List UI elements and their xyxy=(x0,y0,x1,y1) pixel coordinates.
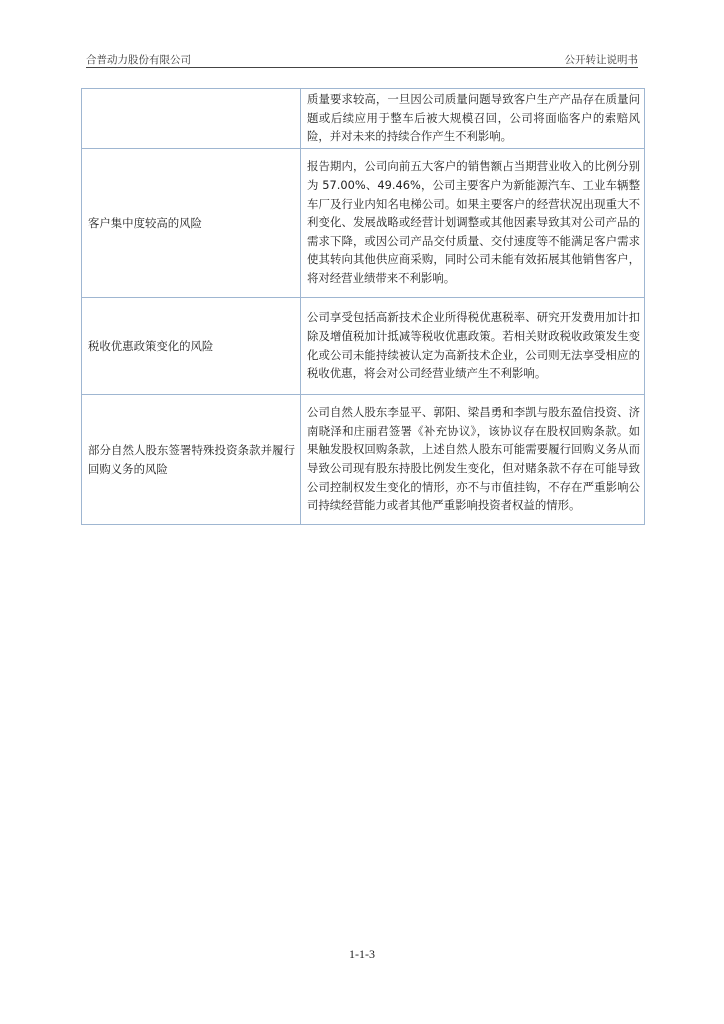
table-row xyxy=(82,149,645,298)
header-divider xyxy=(86,67,638,68)
page-number: 1-1-3 xyxy=(349,947,375,961)
table-row xyxy=(82,298,645,395)
risk-name-cell: 税收优惠政策变化的风险 xyxy=(82,298,301,395)
risk-name-cell: 部分自然人股东签署特殊投资条款并履行回购义务的风险 xyxy=(82,395,301,525)
table-row xyxy=(82,395,645,525)
table-row xyxy=(82,89,645,149)
document-title: 公开转让说明书 xyxy=(564,54,638,66)
company-name: 合普动力股份有限公司 xyxy=(86,54,191,66)
risk-name-cell: 客户集中度较高的风险 xyxy=(82,149,301,298)
risk-name-cell xyxy=(82,89,301,149)
risk-description-cell: 质量要求较高，一旦因公司质量问题导致客户生产产品存在质量问题或后续应用于整车后被大规模召回，公司将面临客户的索赔风险，并对未来的持续合作产生不利影响。 xyxy=(301,89,645,149)
page-header xyxy=(86,50,638,66)
risk-description-cell: 公司自然人股东李显平、郭阳、梁昌勇和李凯与股东盈信投资、济南晓泽和庄丽君签署《补充协议》，该协议存在股权回购条款。如果触发股权回购条款，上述自然人股东可能需要履行回购义务从而导致公司现有股东持股比例发生变化，但对赌条款不存在可能导致公司控制权发生变化的情形，亦不与市值挂钩，不存在严重影响公司持续经营能力或者其他严重影响投资者权益的情形。 xyxy=(301,395,645,525)
risk-table xyxy=(81,88,645,525)
risk-description-cell: 公司享受包括高新技术企业所得税优惠税率、研究开发费用加计扣除及增值税加计抵减等税收优惠政策。若相关财政税收政策发生变化或公司未能持续被认定为高新技术企业，公司则无法享受相应的税收优惠，将会对公司经营业绩产生不利影响。 xyxy=(301,298,645,395)
risk-description-cell: 报告期内，公司向前五大客户的销售额占当期营业收入的比例分别为 57.00%、49.46%，公司主要客户为新能源汽车、工业车辆整车厂及行业内知名电梯公司。如果主要客户的经营状况出现重大不利变化、发展战略或经营计划调整或其他因素导致其对公司产品的需求下降，或因公司产品交付质量、交付速度等不能满足客户需求使其转向其他供应商采购，同时公司未能有效拓展其他销售客户，将对经营业绩带来不利影响。 xyxy=(301,149,645,298)
